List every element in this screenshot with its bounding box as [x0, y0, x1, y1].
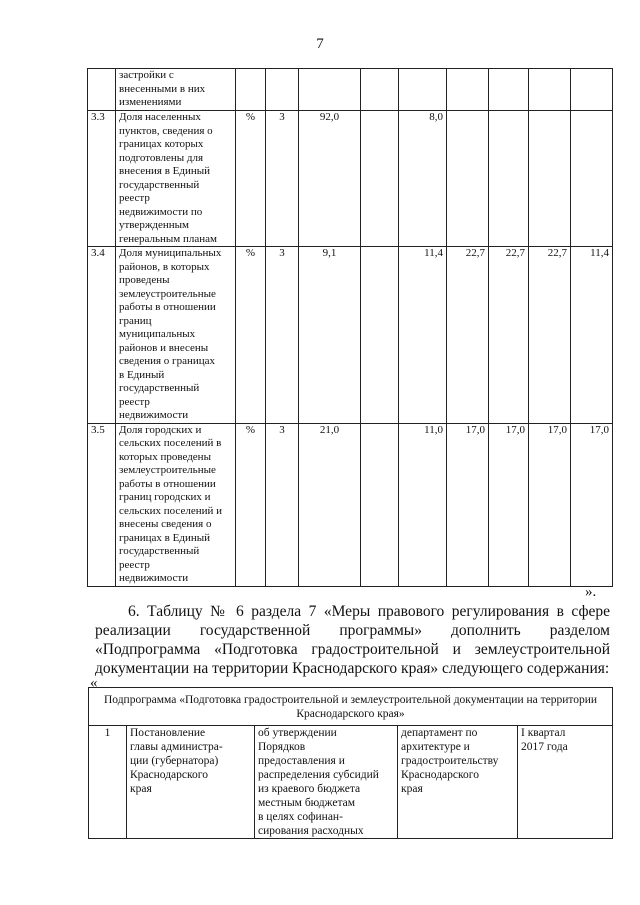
closing-quote: ». [585, 584, 597, 600]
indicator-status: 3 [266, 247, 299, 424]
indicator-unit: % [236, 111, 266, 247]
indicator-value: 22,7 [529, 247, 571, 424]
indicator-name-line: изменениями [119, 96, 182, 108]
indicator-value: 17,0 [447, 423, 489, 586]
indicator-value [361, 69, 399, 111]
indicator-base-value: 9,1 [299, 247, 361, 424]
indicator-value [447, 111, 489, 247]
indicator-name [116, 247, 236, 424]
indicator-name-line: государственный [119, 545, 200, 557]
indicator-name-line: недвижимости [119, 409, 189, 421]
indicator-value: 17,0 [571, 423, 613, 586]
indicator-number: 3.5 [88, 423, 116, 586]
indicator-name-line: проведены [119, 274, 170, 286]
indicator-name-line: реестр [119, 192, 150, 204]
indicator-name-line: сельских поселений в [119, 437, 222, 449]
indicator-name-line: муниципальных [119, 328, 196, 340]
measure-row [89, 726, 613, 839]
indicator-value [529, 69, 571, 111]
indicator-status: 3 [266, 423, 299, 586]
indicator-row [88, 247, 613, 424]
indicator-name-line: пунктов, сведения о [119, 124, 213, 137]
measure-content [255, 726, 398, 839]
indicator-name-line: реестр [119, 558, 150, 571]
cell-line: края [130, 783, 152, 795]
indicators-table [87, 68, 613, 587]
indicator-value [399, 69, 447, 111]
cell-line: Краснодарского [130, 769, 208, 781]
indicator-name-line: внесенными в них [119, 82, 206, 95]
cell-line: градостроительству [401, 755, 499, 767]
indicator-status: 3 [266, 111, 299, 247]
opening-quote: « [90, 675, 98, 691]
indicator-value: 22,7 [447, 247, 489, 424]
indicator-value: 22,7 [489, 247, 529, 424]
indicator-value: 11,4 [399, 247, 447, 424]
indicator-name-line: Доля муниципальных [119, 247, 222, 259]
measures-table [88, 687, 613, 839]
indicator-name-line: недвижимости [119, 572, 189, 584]
cell-line: Порядков [258, 741, 306, 753]
indicator-value [571, 111, 613, 247]
indicator-name-line: внесены сведения о [119, 518, 212, 530]
indicator-name-line: границах в Единый [119, 531, 210, 544]
indicator-value [361, 423, 399, 586]
indicator-name-line: районов и внесены [119, 341, 209, 354]
indicator-name [116, 423, 236, 586]
indicator-name-line: границ [119, 314, 152, 327]
indicator-name [116, 111, 236, 247]
indicator-row [88, 69, 613, 111]
indicator-name-line: государственный [119, 382, 200, 394]
indicator-unit: % [236, 423, 266, 586]
indicator-value: 11,4 [571, 247, 613, 424]
indicator-status [266, 69, 299, 111]
indicator-name-line: Доля городских и [119, 423, 202, 436]
indicator-value [361, 111, 399, 247]
indicator-value [571, 69, 613, 111]
indicator-unit [236, 69, 266, 111]
indicator-name-line: землеустроительные [119, 464, 216, 476]
indicator-name-line: застройки с [119, 69, 174, 81]
indicator-unit: % [236, 247, 266, 424]
cell-line: 2017 года [521, 741, 568, 753]
indicator-name-line: землеустроительные [119, 287, 216, 300]
indicator-name-line: Доля населенных [119, 111, 201, 123]
measure-deadline [518, 726, 613, 839]
indicator-name-line: в Единый [119, 368, 165, 381]
measure-executor [398, 726, 518, 839]
indicator-base-value: 21,0 [299, 423, 361, 586]
cell-line: I квартал [521, 727, 566, 739]
measure-type [127, 726, 255, 839]
cell-line: Постановление [130, 727, 206, 739]
indicator-row [88, 423, 613, 586]
indicator-base-value [299, 69, 361, 111]
indicator-name-line: сведения о границах [119, 355, 215, 367]
indicator-value [529, 111, 571, 247]
indicator-value [361, 247, 399, 424]
indicator-value [489, 69, 529, 111]
measure-number: 1 [89, 726, 127, 839]
indicator-value [447, 69, 489, 111]
cell-line: края [401, 783, 423, 795]
cell-line: об утверждении [258, 727, 337, 739]
indicator-name-line: внесения в Единый [119, 165, 211, 177]
indicator-number: 3.4 [88, 247, 116, 424]
amendment-paragraph: 6. Таблицу № 6 раздела 7 «Меры правового регулирования в сфере реализации государственной программы» дополнить разделом «Подпрограмма «Подготовка градостроительной и землеустроительной документации на территории Краснодарского края» следующего содержания: [95, 603, 610, 677]
indicator-name-line: границах которых [119, 138, 204, 150]
page-number: 7 [316, 36, 324, 52]
indicator-name-line: районов, в которых [119, 260, 210, 273]
cell-line: распределения субсидий [258, 769, 379, 781]
indicator-name [116, 69, 236, 111]
cell-line: главы администра- [130, 741, 223, 753]
indicator-name-line: недвижимости по [119, 205, 203, 218]
indicator-name-line: генеральным планам [119, 232, 217, 245]
indicator-row [88, 111, 613, 247]
subprogram-header: Подпрограмма «Подготовка градостроительной и землеустроительной документации на территории Краснодарского края» [89, 688, 613, 726]
cell-line: департамент по [401, 727, 478, 739]
cell-line: из краевого бюджета [258, 783, 361, 795]
indicator-name-line: границ городских и [119, 491, 211, 503]
cell-line: архитектуре и [401, 741, 470, 753]
cell-line: в целях софинан- [258, 811, 343, 823]
indicator-name-line: которых проведены [119, 450, 211, 463]
indicator-name-line: сельских поселений и [119, 504, 222, 517]
indicator-number: 3.3 [88, 111, 116, 247]
indicator-base-value: 92,0 [299, 111, 361, 247]
indicator-number [88, 69, 116, 111]
indicator-name-line: утвержденным [119, 219, 190, 231]
cell-line: ции (губернатора) [130, 755, 219, 767]
indicator-name-line: государственный [119, 178, 200, 191]
indicator-name-line: работы в отношении [119, 301, 216, 313]
indicator-value: 17,0 [529, 423, 571, 586]
indicator-name-line: подготовлены для [119, 151, 204, 164]
cell-line: предоставления и [258, 755, 345, 767]
indicator-name-line: работы в отношении [119, 477, 216, 490]
cell-line: Краснодарского [401, 769, 479, 781]
indicator-name-line: реестр [119, 395, 150, 408]
indicator-value: 17,0 [489, 423, 529, 586]
indicator-value: 8,0 [399, 111, 447, 247]
indicator-value [489, 111, 529, 247]
cell-line: местным бюджетам [258, 797, 355, 809]
indicator-value: 11,0 [399, 423, 447, 586]
cell-line: сирования расходных [258, 825, 364, 837]
